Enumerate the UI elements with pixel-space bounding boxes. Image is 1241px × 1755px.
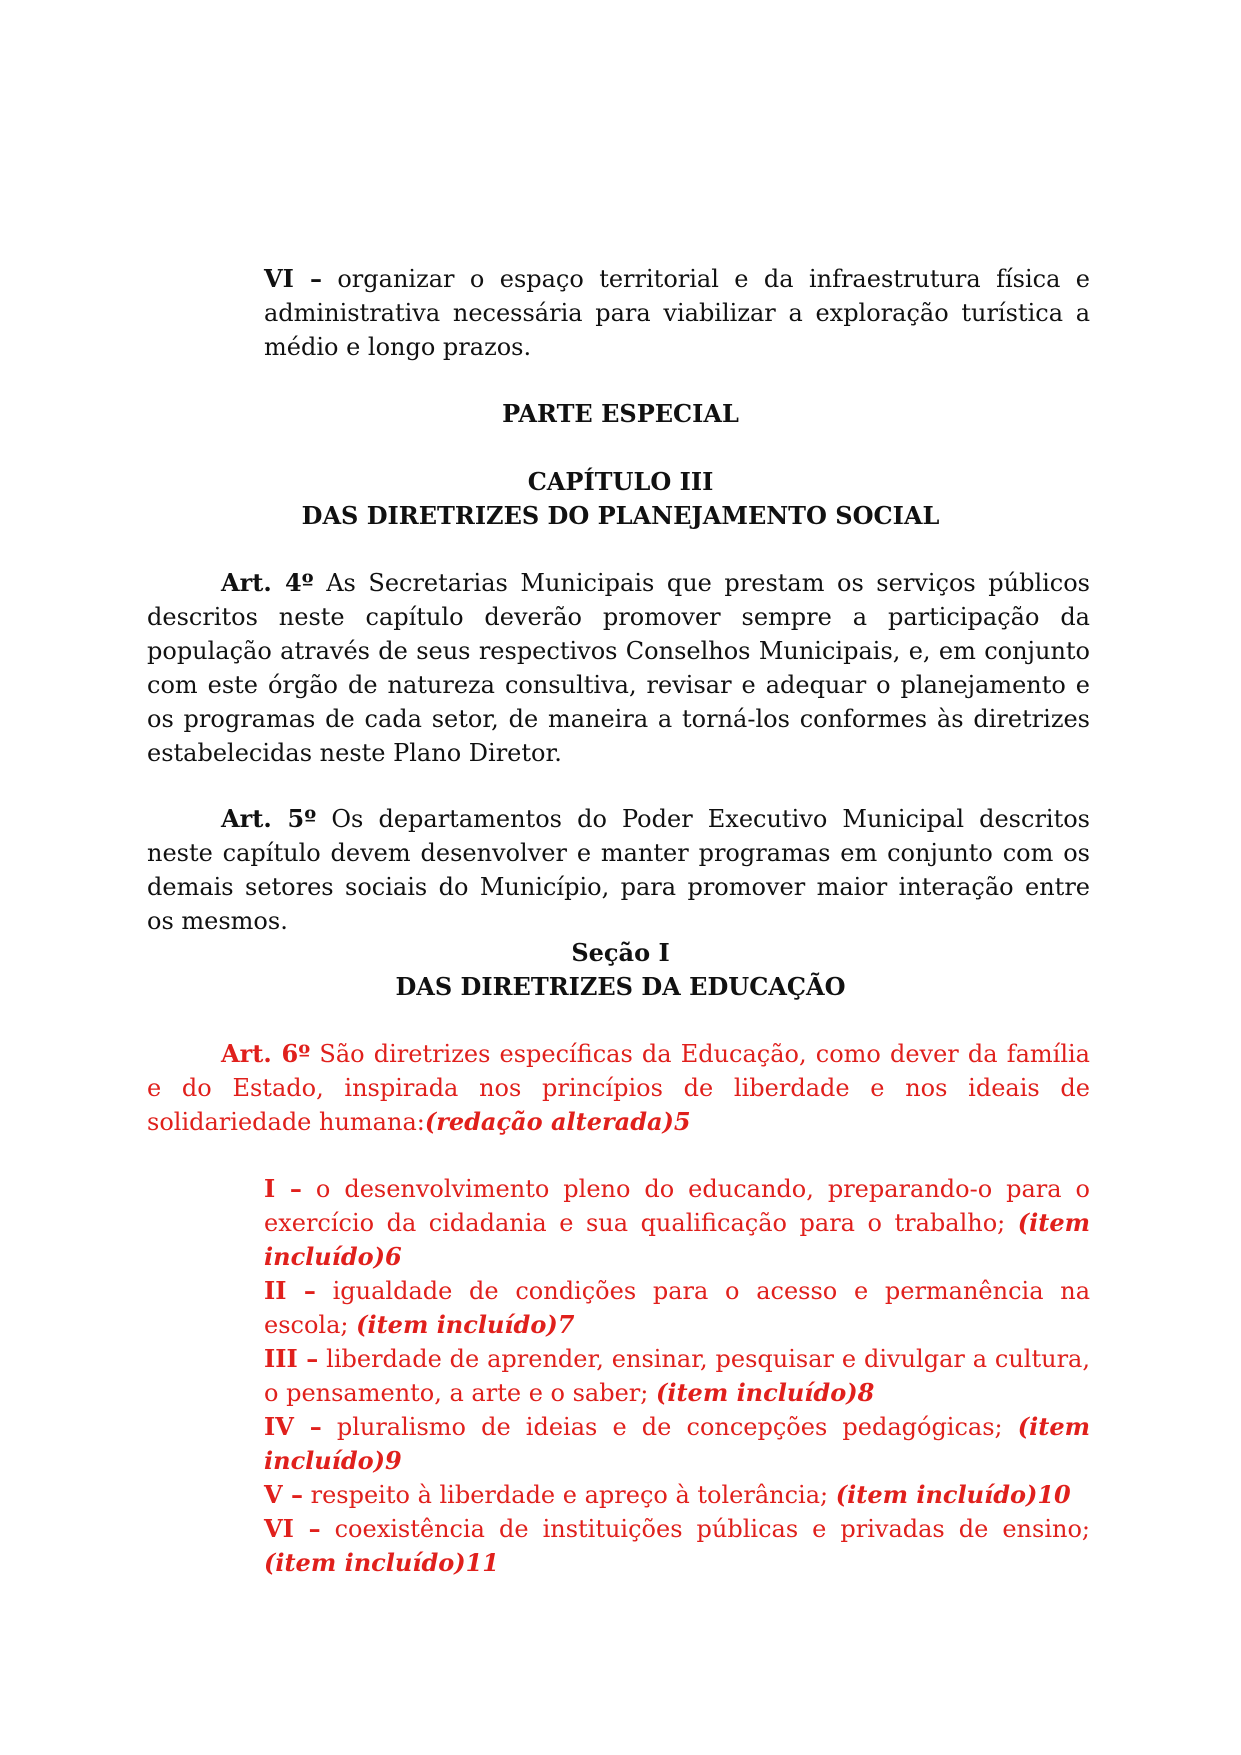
item-text: igualdade de condições para o acesso e permanência na escola;: [264, 1277, 1091, 1339]
part-heading: PARTE ESPECIAL: [502, 399, 739, 428]
article-label: Art. 5º: [221, 804, 317, 833]
list-item: [264, 1274, 1090, 1342]
amendment-note: (redação alterada)5: [424, 1107, 691, 1136]
article-4: [147, 566, 1090, 770]
article-text: As Secretarias Municipais que prestam os serviços públicos descritos neste capítulo deverão promover sempre a participação da população através de seus respectivos Conselhos Municipais, e, em conjunto com este órgão de natureza consultiva, revisar e adequar o planejamento e os programas de cada setor, de maneira a torná-los conformes às diretrizes estabelecidas neste Plano Diretor.: [147, 569, 1090, 767]
chapter-heading: CAPÍTULO III: [527, 467, 714, 496]
article-5: [147, 802, 1090, 938]
article-6: [147, 1037, 1090, 1139]
item-text: respeito à liberdade e apreço à tolerância;: [302, 1481, 836, 1509]
amendment-note: (item incluído)11: [264, 1548, 499, 1577]
chapter-title: DAS DIRETRIZES DO PLANEJAMENTO SOCIAL: [301, 501, 940, 530]
article-label: Art. 4º: [221, 568, 314, 597]
item-text: o desenvolvimento pleno do educando, preparando-o para o exercício da cidadania e sua qualificação para o trabalho;: [264, 1175, 1090, 1237]
section-heading: Seção I: [571, 938, 670, 967]
article-text: Os departamentos do Poder Executivo Municipal descritos neste capítulo devem desenvolver e manter programas em conjunto com os demais setores sociais do Município, para promover maior interação entre os mesmos.: [147, 805, 1090, 935]
article-label: Art. 6º: [221, 1039, 311, 1068]
amendment-note: (item incluído)6: [264, 1208, 1090, 1271]
item-label: III –: [264, 1344, 319, 1373]
item-vi-paragraph: [264, 262, 1090, 364]
amendment-note: (item incluído)10: [835, 1480, 1071, 1509]
article-6-items: [264, 1172, 1090, 1580]
item-text: liberdade de aprender, ensinar, pesquisar e divulgar a cultura, o pensamento, a arte e o saber;: [264, 1345, 1090, 1407]
item-text: organizar o espaço territorial e da infraestrutura física e administrativa necessária para viabilizar a exploração turística a médio e longo prazos.: [264, 265, 1090, 361]
list-item: [264, 1410, 1090, 1478]
item-text: coexistência de instituições públicas e privadas de ensino;: [320, 1515, 1090, 1543]
list-item: [264, 1512, 1090, 1580]
item-label: II –: [264, 1276, 316, 1305]
amendment-note: (item incluído)9: [264, 1412, 1090, 1475]
list-item: [264, 1172, 1090, 1274]
list-item: [264, 1342, 1090, 1410]
amendment-note: (item incluído)7: [356, 1310, 575, 1339]
list-item: [264, 1478, 1090, 1512]
section-title: DAS DIRETRIZES DA EDUCAÇÃO: [395, 972, 846, 1001]
item-label: V –: [264, 1480, 303, 1509]
item-label: I –: [264, 1174, 302, 1203]
item-label: IV –: [264, 1412, 322, 1441]
item-text: pluralismo de ideias e de concepções pedagógicas;: [321, 1413, 1018, 1441]
amendment-note: (item incluído)8: [655, 1378, 875, 1407]
article-text: São diretrizes específicas da Educação, como dever da família e do Estado, inspirada nos princípios de liberdade e nos ideais de solidariedade humana:: [147, 1040, 1090, 1136]
item-label: VI –: [264, 1514, 321, 1543]
item-label: VI –: [264, 264, 322, 293]
